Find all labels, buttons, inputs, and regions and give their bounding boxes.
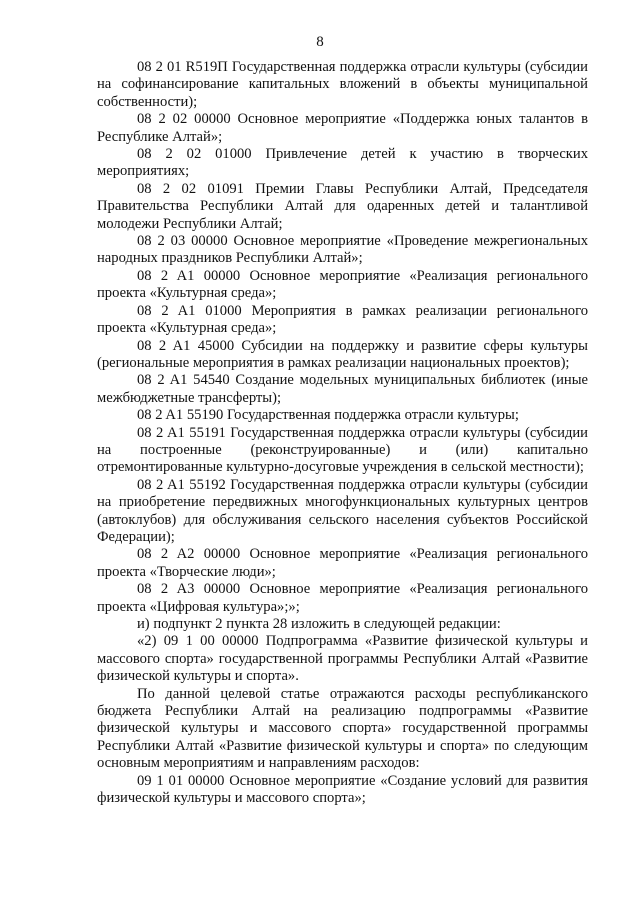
- paragraph: 08 2 03 00000 Основное мероприятие «Проведение межрегиональных народных праздников Республики Алтай»;: [97, 233, 588, 267]
- paragraph: 08 2 A1 01000 Мероприятия в рамках реализации регионального проекта «Культурная среда»;: [97, 302, 588, 337]
- paragraph: 08 2 02 01091 Премии Главы Республики Алтай, Председателя Правительства Республики Алтай для одаренных детей и талантливой молодежи Республики Алтай;: [97, 180, 588, 232]
- paragraph: 08 2 A1 54540 Создание модельных муниципальных библиотек (иные межбюджетные трансферты);: [97, 372, 588, 406]
- paragraph: 08 2 A3 00000 Основное мероприятие «Реализация регионального проекта «Цифровая культура»;»;: [97, 581, 588, 615]
- paragraph: «2) 09 1 00 00000 Подпрограмма «Развитие физической культуры и массового спорта» государственной программы Республики Алтай «Развитие физической культуры и спорта».: [97, 633, 588, 685]
- paragraph: По данной целевой статье отражаются расходы республиканского бюджета Республики Алтай на реализацию подпрограммы «Развитие физической культуры и массового спорта» государственной программы Республики Алтай «Развитие физической культуры и спорта» по следующим основным мероприятиям и направлениям расходов:: [97, 685, 588, 772]
- document-body: [97, 59, 588, 807]
- paragraph: 08 2 A2 00000 Основное мероприятие «Реализация регионального проекта «Творческие люди»;: [97, 546, 588, 580]
- paragraph: 08 2 A1 45000 Субсидии на поддержку и развитие сферы культуры (региональные мероприятия в рамках реализации национальных проектов);: [97, 337, 588, 371]
- paragraph: и) подпункт 2 пункта 28 изложить в следующей редакции:: [137, 616, 501, 632]
- paragraph: 09 1 01 00000 Основное мероприятие «Создание условий для развития физической культуры и массового спорта»;: [97, 772, 588, 807]
- paragraph: 08 2 A1 55191 Государственная поддержка отрасли культуры (субсидии на построенные (реконструированные) и (или) капитально отремонтированные культурно-досуговые учреждения в сельской местности);: [97, 424, 588, 476]
- paragraph: 08 2 A1 00000 Основное мероприятие «Реализация регионального проекта «Культурная среда»;: [97, 267, 588, 302]
- page-number: 8: [316, 34, 324, 50]
- paragraph: 08 2 02 00000 Основное мероприятие «Поддержка юных талантов в Республике Алтай»;: [97, 111, 588, 145]
- paragraph: 08 2 01 R519П Государственная поддержка отрасли культуры (субсидии на софинансирование капитальных вложений в объекты муниципальной собственности);: [97, 59, 588, 110]
- paragraph: 08 2 02 01000 Привлечение детей к участию в творческих мероприятиях;: [97, 146, 588, 180]
- paragraph: 08 2 A1 55190 Государственная поддержка отрасли культуры;: [137, 407, 519, 424]
- paragraph: 08 2 A1 55192 Государственная поддержка отрасли культуры (субсидии на приобретение передвижных многофункциональных культурных центров (автоклубов) для обслуживания сельского населения субъектов Российской Федерации);: [97, 476, 588, 545]
